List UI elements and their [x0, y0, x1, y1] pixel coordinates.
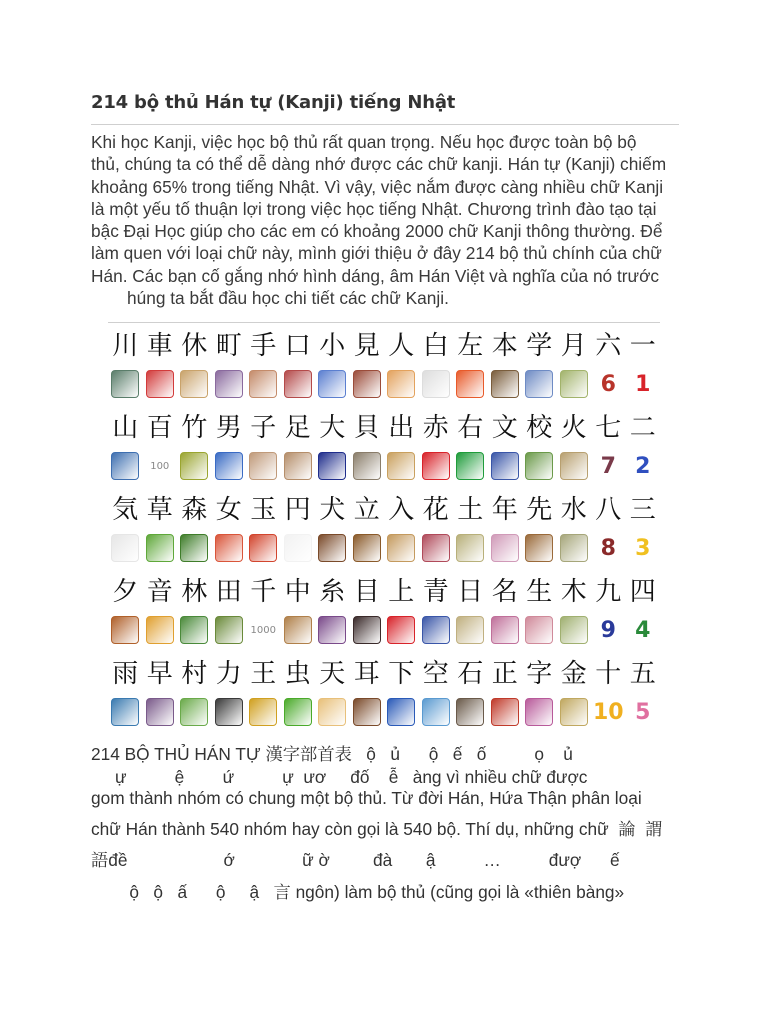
- red-arrow-picture: [419, 448, 454, 484]
- kanji-character: 木: [560, 577, 587, 607]
- picture-shape: [215, 452, 243, 480]
- kanji-character: 口: [284, 331, 311, 361]
- kanji-character: 千: [250, 577, 277, 607]
- picture-label: 1: [635, 371, 651, 397]
- blue-card-picture: [419, 612, 454, 648]
- kanji-character: 休: [181, 331, 208, 361]
- picture-shape: [422, 370, 450, 398]
- kanji-character: 玉: [250, 495, 277, 525]
- kanji-row: [108, 326, 660, 366]
- kanji-character: 村: [181, 659, 208, 689]
- bottom-line: ộ ộ ấ ộ ậ 言 ngôn) làm bộ thủ (cũng gọi là «thiên bàng»: [91, 882, 625, 902]
- mouth-picture: [281, 366, 316, 402]
- kanji-character: 虫: [284, 659, 311, 689]
- kanji-character: 川: [112, 331, 139, 361]
- kanji-character: 土: [457, 495, 484, 525]
- picture-label: 6: [600, 371, 616, 397]
- soil-calendar-picture: [453, 530, 488, 566]
- picture-shape: [422, 534, 450, 562]
- intro-line: khoảng 65% trong tiếng Nhật. Vì vậy, việc nắm được càng nhiều chữ Kanji: [91, 176, 664, 197]
- letters-picture: [522, 694, 557, 730]
- year-picture: [488, 530, 523, 566]
- kanji-character: 日: [457, 577, 484, 607]
- picture-shape: [456, 534, 484, 562]
- bottom-line: chữ Hán thành 540 nhóm hay còn gọi là 540 bộ. Thí dụ, những chữ 論 謂: [91, 819, 663, 839]
- book-picture: [488, 366, 523, 402]
- kanji-character: 白: [422, 331, 449, 361]
- picture-shape: [491, 616, 519, 644]
- intro-line: Hán. Các bạn cố gắng nhớ hình dáng, âm Hán Việt và nghĩa của nó trước: [91, 265, 660, 286]
- sunset-picture: [522, 530, 557, 566]
- picture-shape: [525, 534, 553, 562]
- picture-row: [108, 528, 660, 568]
- number-1: [626, 366, 661, 402]
- intro-line: húng ta bắt đầu học chi tiết các chữ Kanji.: [127, 288, 449, 309]
- kanji-character: 女: [215, 495, 242, 525]
- picture-label: 2: [635, 453, 651, 479]
- picture-shape: [318, 698, 346, 726]
- kanji-character: 九: [595, 577, 622, 607]
- kanji-character: 山: [112, 413, 139, 443]
- kanji-character: 金: [560, 659, 587, 689]
- left-arrow-picture: [453, 366, 488, 402]
- kanji-character: 犬: [319, 495, 346, 525]
- picture-shape: [318, 370, 346, 398]
- water-calendar-picture: [557, 530, 592, 566]
- exit-box-picture: [384, 448, 419, 484]
- up-arrow-picture: [384, 612, 419, 648]
- picture-label: 7: [600, 453, 616, 479]
- kanji-character: 王: [250, 659, 277, 689]
- kanji-character: 車: [146, 331, 173, 361]
- dog-picture: [315, 530, 350, 566]
- kanji-row: [108, 572, 660, 612]
- picture-shape: [180, 616, 208, 644]
- kanji-character: 立: [353, 495, 380, 525]
- picture-shape: [491, 452, 519, 480]
- big-cube-picture: [315, 448, 350, 484]
- life-picture: [522, 612, 557, 648]
- picture-shape: [146, 370, 174, 398]
- picture-shape: [284, 452, 312, 480]
- picture-shape: [353, 370, 381, 398]
- bottom-line: 214 BỘ THỦ HÁN TỰ 漢字部首表 ộ ủ ộ ế ố ọ ủ: [91, 744, 573, 764]
- picture-shape: [387, 616, 415, 644]
- kanji-character: 月: [560, 331, 587, 361]
- grass-picture: [143, 530, 178, 566]
- picture-shape: [387, 534, 415, 562]
- burger-picture: [108, 612, 143, 648]
- kanji-character: 右: [457, 413, 484, 443]
- picture-shape: [318, 616, 346, 644]
- rest-picture: [177, 366, 212, 402]
- picture-shape: [353, 616, 381, 644]
- picture-shape: [560, 452, 588, 480]
- picture-shape: [111, 616, 139, 644]
- building-picture: [522, 448, 557, 484]
- kanji-character: 生: [526, 577, 553, 607]
- picture-label: 10: [592, 699, 624, 725]
- kanji-character: 年: [491, 495, 518, 525]
- picture-shape: [491, 698, 519, 726]
- intro-line: Khi học Kanji, việc học bộ thủ rất quan trọng. Nếu học được toàn bộ bộ: [91, 132, 637, 152]
- picture-shape: [180, 452, 208, 480]
- picture-label: 8: [600, 535, 616, 561]
- picture-shape: [456, 698, 484, 726]
- picture-shape: [353, 534, 381, 562]
- number-5: [626, 694, 661, 730]
- number-6: [591, 366, 626, 402]
- bottom-line: 語đề ớ ữ ờ đà ậ … đượ ế: [91, 850, 620, 870]
- crown-picture: [246, 694, 281, 730]
- gold-calendar-picture: [557, 694, 592, 730]
- picture-shape: [215, 616, 243, 644]
- forest-picture: [177, 530, 212, 566]
- picture-shape: [111, 534, 139, 562]
- fire-calendar-picture: [557, 448, 592, 484]
- sky-picture: [419, 694, 454, 730]
- eye-picture: [350, 366, 385, 402]
- picture-shape: [180, 534, 208, 562]
- picture-shape: [111, 698, 139, 726]
- number-8: [591, 530, 626, 566]
- intro-line: bậc Đại Học giúp cho các em có khoảng 2000 chữ Kanji thông thường. Để: [91, 221, 663, 242]
- kanji-character: 中: [284, 577, 311, 607]
- kanji-character: 百: [146, 413, 173, 443]
- kanji-character: 十: [595, 659, 622, 689]
- kanji-character: 水: [560, 495, 587, 525]
- kanji-character: 左: [457, 331, 484, 361]
- picture-label: 100: [150, 460, 170, 472]
- number-2: [626, 448, 661, 484]
- hundred-picture: [143, 448, 178, 484]
- field-picture: [212, 612, 247, 648]
- circle-picture: [281, 530, 316, 566]
- kanji-character: 足: [284, 413, 311, 443]
- intro-line: thủ, chúng ta có thể dễ dàng nhớ được các chữ kanji. Hán tự (Kanji) chiếm: [91, 154, 667, 175]
- kanji-character: 火: [560, 413, 587, 443]
- picture-shape: [111, 370, 139, 398]
- down-arrow-picture: [384, 694, 419, 730]
- picture-label: 3: [635, 535, 651, 561]
- kanji-character: 林: [181, 577, 208, 607]
- kanji-character: 三: [629, 495, 656, 525]
- picture-row: [108, 364, 660, 404]
- kanji-character: 貝: [353, 413, 380, 443]
- kanji-character: 田: [215, 577, 242, 607]
- enter-box-picture: [384, 530, 419, 566]
- foot-picture: [281, 448, 316, 484]
- hand-picture: [246, 366, 281, 402]
- picture-shape: [249, 534, 277, 562]
- kanji-character: 気: [112, 495, 139, 525]
- kanji-row: [108, 408, 660, 448]
- man-picture: [212, 448, 247, 484]
- bamboo-picture: [177, 448, 212, 484]
- woods-picture: [177, 612, 212, 648]
- number-7: [591, 448, 626, 484]
- kanji-character: 出: [388, 413, 415, 443]
- kanji-character: 見: [353, 331, 380, 361]
- caterpillar-picture: [281, 694, 316, 730]
- picture-shape: [146, 698, 174, 726]
- kanji-character: 先: [526, 495, 553, 525]
- woman-picture: [212, 530, 247, 566]
- picture-shape: [146, 534, 174, 562]
- picture-shape: [318, 534, 346, 562]
- kanji-character: 名: [491, 577, 518, 607]
- kanji-character: 町: [215, 331, 242, 361]
- picture-shape: [249, 452, 277, 480]
- kanji-character: 小: [319, 331, 346, 361]
- picture-shape: [456, 370, 484, 398]
- kanji-character: 目: [353, 577, 380, 607]
- picture-shape: [491, 534, 519, 562]
- kanji-character: 夕: [112, 577, 139, 607]
- name-picture: [488, 612, 523, 648]
- kanji-character: 正: [491, 659, 518, 689]
- car-picture: [143, 366, 178, 402]
- page-title: 214 bộ thủ Hán tự (Kanji) tiếng Nhật: [91, 92, 456, 113]
- picture-label: 4: [635, 617, 651, 643]
- river-picture: [108, 366, 143, 402]
- picture-shape: [249, 698, 277, 726]
- kanji-character: 糸: [319, 577, 346, 607]
- kanji-character: 本: [491, 331, 518, 361]
- white-box-picture: [419, 366, 454, 402]
- bottom-line: ự ệ ứ ự ươ đố ễ àng vì nhiều chữ được: [91, 767, 588, 787]
- kanji-character: 空: [422, 659, 449, 689]
- kanji-character: 森: [181, 495, 208, 525]
- thread-picture: [315, 612, 350, 648]
- number-9: [591, 612, 626, 648]
- kanji-character: 上: [388, 577, 415, 607]
- angel-picture: [315, 694, 350, 730]
- kanji-character: 雨: [112, 659, 139, 689]
- picture-shape: [387, 452, 415, 480]
- title-divider: [91, 124, 679, 125]
- kanji-character: 入: [388, 495, 415, 525]
- power-picture: [212, 694, 247, 730]
- ear-picture: [350, 694, 385, 730]
- chart-divider: [108, 322, 660, 323]
- kanji-character: 四: [629, 577, 656, 607]
- picture-shape: [318, 452, 346, 480]
- school-picture: [522, 366, 557, 402]
- tree-calendar-picture: [557, 612, 592, 648]
- picture-shape: [284, 370, 312, 398]
- kanji-character: 竹: [181, 413, 208, 443]
- picture-shape: [180, 370, 208, 398]
- picture-shape: [456, 616, 484, 644]
- kanji-character: 円: [284, 495, 311, 525]
- picture-shape: [215, 534, 243, 562]
- intro-line: là một yếu tố thuận lợi trong việc học tiếng Nhật. Chương trình đào tạo tại: [91, 198, 657, 219]
- kanji-character: 五: [629, 659, 656, 689]
- kanji-character: 子: [250, 413, 277, 443]
- mountain-picture: [108, 448, 143, 484]
- right-arrow-picture: [453, 448, 488, 484]
- kanji-character: 一: [629, 331, 656, 361]
- kanji-character: 七: [595, 413, 622, 443]
- kanji-picture-chart: [108, 326, 660, 734]
- kanji-character: 八: [595, 495, 622, 525]
- kanji-character: 人: [388, 331, 415, 361]
- town-picture: [212, 366, 247, 402]
- cloud-picture: [108, 530, 143, 566]
- kanji-character: 花: [422, 495, 449, 525]
- kanji-character: 赤: [422, 413, 449, 443]
- picture-shape: [180, 698, 208, 726]
- picture-shape: [525, 698, 553, 726]
- picture-shape: [215, 698, 243, 726]
- umbrella-picture: [108, 694, 143, 730]
- flower-picture: [419, 530, 454, 566]
- kanji-character: 手: [250, 331, 277, 361]
- sun-calendar-picture: [453, 612, 488, 648]
- kanji-character: 天: [319, 659, 346, 689]
- intro-paragraph: [91, 131, 691, 309]
- picture-shape: [422, 698, 450, 726]
- number-3: [626, 530, 661, 566]
- picture-shape: [422, 616, 450, 644]
- child-picture: [246, 448, 281, 484]
- kanji-character: 草: [146, 495, 173, 525]
- picture-shape: [284, 534, 312, 562]
- picture-shape: [284, 698, 312, 726]
- picture-shape: [387, 370, 415, 398]
- stand-picture: [350, 530, 385, 566]
- picture-shape: [146, 616, 174, 644]
- picture-shape: [525, 616, 553, 644]
- kanji-character: 文: [491, 413, 518, 443]
- intro-line: làm quen với loại chữ này, mình giới thiệu ở đây 214 bộ thủ chính của chữ: [91, 243, 662, 264]
- eye-closeup-picture: [350, 612, 385, 648]
- picture-shape: [560, 616, 588, 644]
- picture-shape: [560, 534, 588, 562]
- kanji-character: 学: [526, 331, 553, 361]
- kanji-character: 男: [215, 413, 242, 443]
- picture-label: 5: [635, 699, 651, 725]
- picture-row: [108, 692, 660, 732]
- picture-shape: [456, 452, 484, 480]
- picture-shape: [560, 698, 588, 726]
- picture-shape: [525, 452, 553, 480]
- number-10: [591, 694, 626, 730]
- picture-shape: [525, 370, 553, 398]
- shell-picture: [350, 448, 385, 484]
- kanji-character: 音: [146, 577, 173, 607]
- kanji-character: 字: [526, 659, 553, 689]
- bottom-line: gom thành nhóm có chung một bộ thủ. Từ đời Hán, Hứa Thận phân loại: [91, 788, 642, 808]
- picture-row: [108, 446, 660, 486]
- person-picture: [384, 366, 419, 402]
- picture-shape: [353, 698, 381, 726]
- picture-shape: [422, 452, 450, 480]
- kanji-character: 大: [319, 413, 346, 443]
- picture-shape: [215, 370, 243, 398]
- picture-label: 1000: [250, 624, 276, 636]
- middle-box-picture: [281, 612, 316, 648]
- kanji-character: 二: [629, 413, 656, 443]
- kanji-character: 下: [388, 659, 415, 689]
- stone-picture: [453, 694, 488, 730]
- picture-shape: [284, 616, 312, 644]
- check-picture: [488, 694, 523, 730]
- small-cube-picture: [315, 366, 350, 402]
- kanji-character: 耳: [353, 659, 380, 689]
- early-picture: [143, 694, 178, 730]
- picture-shape: [560, 370, 588, 398]
- kanji-character: 青: [422, 577, 449, 607]
- music-picture: [143, 612, 178, 648]
- thousand-picture: [246, 612, 281, 648]
- picture-shape: [111, 452, 139, 480]
- picture-label: 9: [600, 617, 616, 643]
- picture-row: [108, 610, 660, 650]
- calendar-picture: [557, 366, 592, 402]
- kanji-character: 校: [526, 413, 553, 443]
- kanji-character: 力: [215, 659, 242, 689]
- kanji-character: 石: [457, 659, 484, 689]
- number-4: [626, 612, 661, 648]
- kanji-row: [108, 654, 660, 694]
- text-card-picture: [488, 448, 523, 484]
- kanji-character: 六: [595, 331, 622, 361]
- picture-shape: [491, 370, 519, 398]
- kanji-row: [108, 490, 660, 530]
- ball-picture: [246, 530, 281, 566]
- picture-shape: [387, 698, 415, 726]
- kanji-character: 早: [146, 659, 173, 689]
- picture-shape: [249, 370, 277, 398]
- picture-shape: [353, 452, 381, 480]
- village-picture: [177, 694, 212, 730]
